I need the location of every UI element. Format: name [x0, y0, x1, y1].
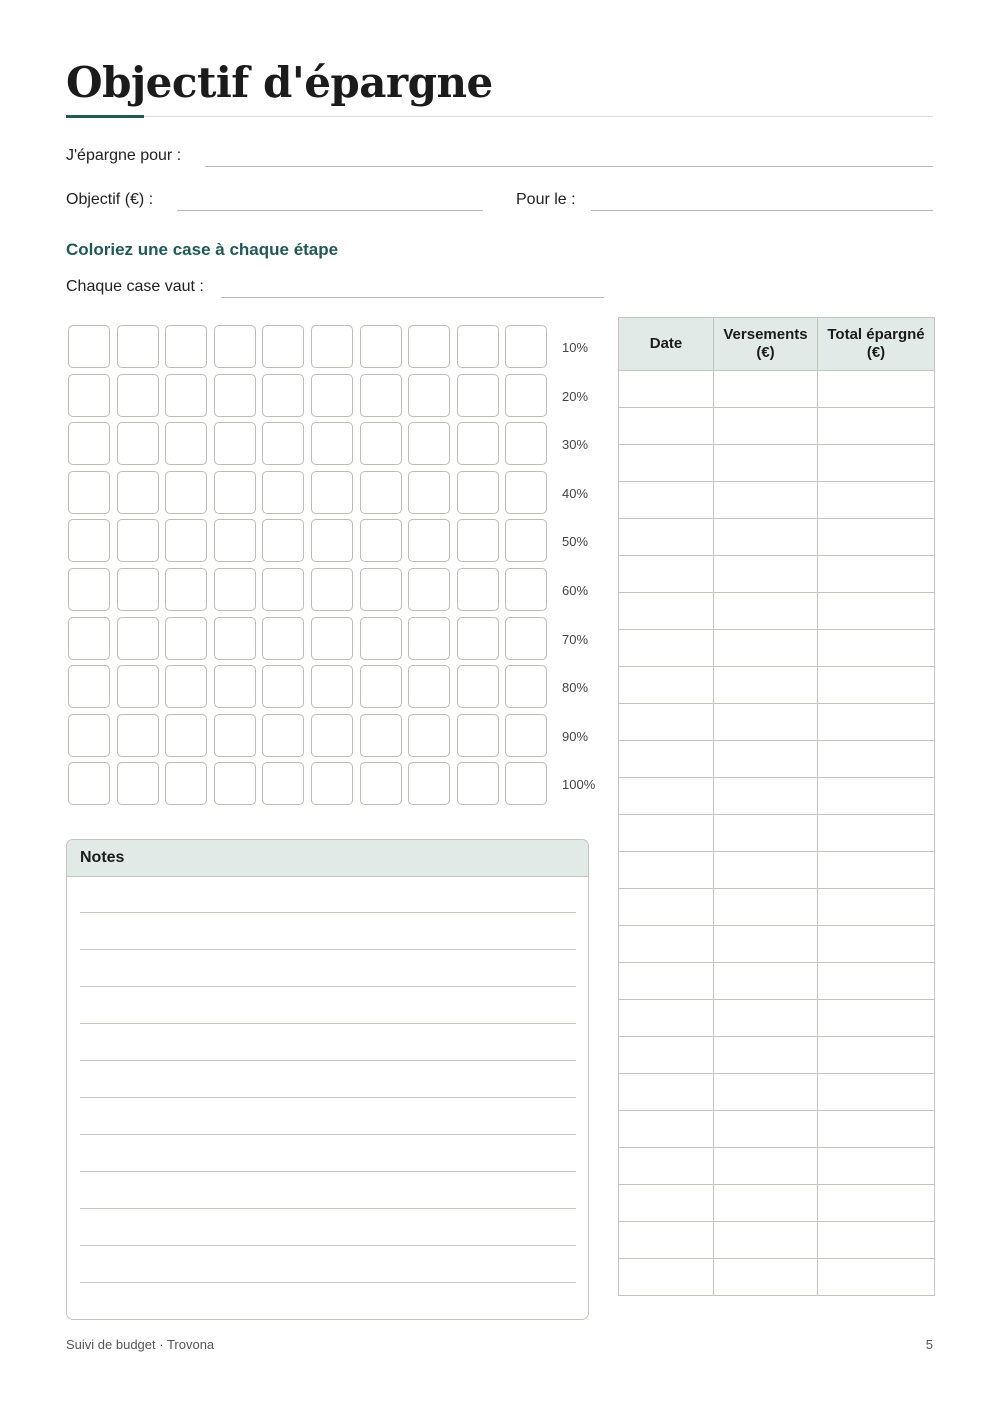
grid-cell[interactable] [505, 325, 547, 368]
date-cell[interactable] [619, 556, 714, 593]
total-saved-cell[interactable] [818, 778, 935, 815]
box-value-field[interactable] [221, 297, 604, 298]
tracker-row [619, 778, 935, 815]
grid-cell[interactable] [117, 762, 159, 805]
deposit-cell[interactable] [714, 630, 818, 667]
grid-cell[interactable] [165, 374, 207, 417]
total-saved-cell[interactable] [818, 1185, 935, 1222]
grid-cell[interactable] [214, 471, 256, 514]
total-saved-cell[interactable] [818, 519, 935, 556]
grid-row-percent-label: 90% [562, 728, 589, 744]
date-cell[interactable] [619, 889, 714, 926]
grid-cell[interactable] [360, 519, 402, 562]
deposit-cell[interactable] [714, 815, 818, 852]
grid-cell[interactable] [360, 568, 402, 611]
grid-cell[interactable] [165, 471, 207, 514]
grid-cell[interactable] [311, 325, 353, 368]
notes-line[interactable] [80, 1060, 576, 1061]
notes-line[interactable] [80, 1245, 576, 1246]
grid-cell[interactable] [311, 374, 353, 417]
total-saved-cell[interactable] [818, 963, 935, 1000]
total-saved-cell[interactable] [818, 1148, 935, 1185]
tracker-row [619, 889, 935, 926]
date-cell[interactable] [619, 1148, 714, 1185]
total-saved-cell[interactable] [818, 1222, 935, 1259]
deposit-cell[interactable] [714, 704, 818, 741]
grid-cell[interactable] [262, 422, 304, 465]
date-cell[interactable] [619, 519, 714, 556]
grid-cell[interactable] [262, 665, 304, 708]
grid-cell[interactable] [457, 325, 499, 368]
date-cell[interactable] [619, 704, 714, 741]
grid-cell[interactable] [311, 519, 353, 562]
date-cell[interactable] [619, 1222, 714, 1259]
total-saved-cell[interactable] [818, 556, 935, 593]
deposit-cell[interactable] [714, 1148, 818, 1185]
grid-cell[interactable] [68, 325, 110, 368]
grid-cell[interactable] [505, 471, 547, 514]
grid-row-percent-label: 100% [562, 777, 596, 793]
grid-cell[interactable] [505, 714, 547, 757]
grid-cell[interactable] [68, 471, 110, 514]
date-cell[interactable] [619, 408, 714, 445]
grid-cell[interactable] [311, 422, 353, 465]
grid-cell[interactable] [311, 714, 353, 757]
deposit-cell[interactable] [714, 593, 818, 630]
deadline-label: Pour le : [516, 191, 576, 208]
page-title: Objectif d'épargne [66, 58, 493, 107]
grid-row-percent-label: 10% [562, 340, 589, 355]
notes-line[interactable] [80, 1208, 576, 1209]
tracker-row [619, 556, 935, 593]
date-cell[interactable] [619, 1259, 714, 1296]
total-saved-cell[interactable] [818, 704, 935, 741]
grid-cell[interactable] [214, 665, 256, 708]
deposit-cell[interactable] [714, 741, 818, 778]
total-saved-cell[interactable] [818, 630, 935, 667]
saving-for-label: J'épargne pour : [66, 147, 182, 164]
grid-cell[interactable] [360, 714, 402, 757]
grid-cell[interactable] [117, 617, 159, 660]
grid-cell[interactable] [311, 762, 353, 805]
tracker-row [619, 630, 935, 667]
tracker-row [619, 852, 935, 889]
box-value-label: Chaque case vaut : [66, 278, 204, 295]
grid-cell[interactable] [117, 665, 159, 708]
date-cell[interactable] [619, 852, 714, 889]
grid-cell[interactable] [311, 568, 353, 611]
grid-cell[interactable] [457, 665, 499, 708]
grid-cell[interactable] [214, 325, 256, 368]
total-saved-cell[interactable] [818, 593, 935, 630]
total-saved-cell[interactable] [818, 371, 935, 408]
deposits-column-header: Versements (€) [714, 318, 818, 371]
tracker-row [619, 1259, 935, 1296]
deposit-cell[interactable] [714, 852, 818, 889]
grid-cell[interactable] [457, 762, 499, 805]
grid-cell[interactable] [505, 665, 547, 708]
grid-cell[interactable] [68, 422, 110, 465]
date-cell[interactable] [619, 778, 714, 815]
total-saved-cell[interactable] [818, 852, 935, 889]
tracker-row [619, 482, 935, 519]
grid-cell[interactable] [262, 762, 304, 805]
grid-cell[interactable] [68, 519, 110, 562]
total-saved-cell[interactable] [818, 445, 935, 482]
total-saved-cell[interactable] [818, 1037, 935, 1074]
date-cell[interactable] [619, 630, 714, 667]
grid-cell[interactable] [117, 714, 159, 757]
grid-cell[interactable] [457, 519, 499, 562]
grid-cell[interactable] [262, 568, 304, 611]
deposit-cell[interactable] [714, 1037, 818, 1074]
grid-cell[interactable] [360, 374, 402, 417]
grid-cell[interactable] [117, 568, 159, 611]
deposit-cell[interactable] [714, 963, 818, 1000]
grid-cell[interactable] [165, 422, 207, 465]
tracker-row [619, 1222, 935, 1259]
grid-cell[interactable] [68, 714, 110, 757]
grid-cell[interactable] [408, 471, 450, 514]
grid-cell[interactable] [165, 762, 207, 805]
grid-cell[interactable] [214, 714, 256, 757]
grid-cell[interactable] [360, 665, 402, 708]
grid-cell[interactable] [408, 762, 450, 805]
date-cell[interactable] [619, 1000, 714, 1037]
deposit-cell[interactable] [714, 926, 818, 963]
grid-cell[interactable] [408, 665, 450, 708]
notes-line[interactable] [80, 912, 576, 913]
title-accent-bar [66, 115, 144, 118]
deposit-cell[interactable] [714, 1259, 818, 1296]
grid-cell[interactable] [68, 568, 110, 611]
grid-cell[interactable] [408, 617, 450, 660]
tracker-row [619, 704, 935, 741]
total-saved-cell[interactable] [818, 1000, 935, 1037]
grid-cell[interactable] [165, 519, 207, 562]
grid-cell[interactable] [311, 665, 353, 708]
grid-cell[interactable] [505, 519, 547, 562]
grid-cell[interactable] [214, 519, 256, 562]
deposit-cell[interactable] [714, 667, 818, 704]
notes-panel [66, 839, 589, 1320]
deposit-cell[interactable] [714, 556, 818, 593]
total-saved-cell[interactable] [818, 741, 935, 778]
tracker-row [619, 667, 935, 704]
grid-cell[interactable] [262, 714, 304, 757]
grid-cell[interactable] [457, 374, 499, 417]
total-saved-cell[interactable] [818, 815, 935, 852]
deposit-cell[interactable] [714, 778, 818, 815]
grid-cell[interactable] [68, 762, 110, 805]
grid-cell[interactable] [262, 325, 304, 368]
tracker-row [619, 371, 935, 408]
grid-cell[interactable] [408, 568, 450, 611]
date-cell[interactable] [619, 1185, 714, 1222]
grid-cell[interactable] [360, 422, 402, 465]
grid-cell[interactable] [117, 471, 159, 514]
tracker-row [619, 445, 935, 482]
page-number: 5 [925, 1337, 933, 1352]
total-saved-cell[interactable] [818, 482, 935, 519]
notes-title: Notes [67, 840, 588, 877]
grid-cell[interactable] [505, 762, 547, 805]
date-cell[interactable] [619, 593, 714, 630]
grid-cell[interactable] [505, 374, 547, 417]
grid-cell[interactable] [408, 374, 450, 417]
grid-cell[interactable] [165, 617, 207, 660]
grid-cell[interactable] [262, 519, 304, 562]
title-divider [66, 116, 933, 117]
tracker-row [619, 815, 935, 852]
grid-row-percent-label: 40% [562, 485, 589, 501]
deadline-field[interactable] [591, 210, 933, 211]
grid-row-percent-label: 80% [562, 680, 589, 696]
grid-cell[interactable] [117, 422, 159, 465]
tracker-row [619, 1074, 935, 1111]
deposit-cell[interactable] [714, 889, 818, 926]
grid-row-percent-label: 20% [562, 388, 589, 404]
deposit-tracker-table [618, 317, 935, 1296]
grid-cell[interactable] [68, 665, 110, 708]
tracker-row [619, 593, 935, 630]
date-column-header: Date [619, 318, 714, 371]
grid-cell[interactable] [262, 374, 304, 417]
tracker-header-row [619, 318, 935, 371]
deposit-cell[interactable] [714, 1185, 818, 1222]
tracker-row [619, 963, 935, 1000]
grid-cell[interactable] [117, 325, 159, 368]
date-cell[interactable] [619, 1111, 714, 1148]
grid-cell[interactable] [214, 568, 256, 611]
notes-line[interactable] [80, 949, 576, 950]
total-saved-column-header: Total épargné (€) [818, 318, 935, 371]
notes-line[interactable] [80, 1282, 576, 1283]
grid-cell[interactable] [408, 519, 450, 562]
date-cell[interactable] [619, 482, 714, 519]
tracker-row [619, 926, 935, 963]
tracker-row [619, 1148, 935, 1185]
notes-line[interactable] [80, 1171, 576, 1172]
deposit-cell[interactable] [714, 445, 818, 482]
notes-line[interactable] [80, 1023, 576, 1024]
deposit-cell[interactable] [714, 1111, 818, 1148]
tracker-row [619, 1000, 935, 1037]
grid-heading: Coloriez une case à chaque étape [66, 240, 339, 259]
grid-cell[interactable] [408, 325, 450, 368]
grid-cell[interactable] [214, 762, 256, 805]
grid-cell[interactable] [360, 617, 402, 660]
grid-cell[interactable] [165, 665, 207, 708]
deposit-cell[interactable] [714, 408, 818, 445]
grid-cell[interactable] [165, 714, 207, 757]
grid-cell[interactable] [408, 422, 450, 465]
grid-cell[interactable] [311, 617, 353, 660]
tracker-row [619, 1037, 935, 1074]
grid-cell[interactable] [117, 519, 159, 562]
date-cell[interactable] [619, 371, 714, 408]
grid-row-percent-label: 60% [562, 583, 589, 598]
tracker-row [619, 519, 935, 556]
saving-for-field[interactable] [205, 166, 933, 167]
tracker-row [619, 1111, 935, 1148]
grid-cell[interactable] [117, 374, 159, 417]
grid-cell[interactable] [457, 617, 499, 660]
grid-cell[interactable] [360, 325, 402, 368]
grid-cell[interactable] [457, 714, 499, 757]
grid-cell[interactable] [262, 617, 304, 660]
date-cell[interactable] [619, 1037, 714, 1074]
grid-cell[interactable] [68, 617, 110, 660]
date-cell[interactable] [619, 926, 714, 963]
date-cell[interactable] [619, 1074, 714, 1111]
grid-cell[interactable] [457, 422, 499, 465]
notes-line[interactable] [80, 1134, 576, 1135]
goal-label: Objectif (€) : [66, 191, 154, 208]
date-cell[interactable] [619, 741, 714, 778]
grid-cell[interactable] [505, 617, 547, 660]
date-cell[interactable] [619, 815, 714, 852]
date-cell[interactable] [619, 445, 714, 482]
grid-row-percent-label: 70% [562, 631, 589, 647]
date-cell[interactable] [619, 963, 714, 1000]
total-saved-cell[interactable] [818, 1259, 935, 1296]
deposit-cell[interactable] [714, 1222, 818, 1259]
notes-line[interactable] [80, 1097, 576, 1098]
total-saved-cell[interactable] [818, 408, 935, 445]
grid-cell[interactable] [262, 471, 304, 514]
grid-row-percent-label: 30% [562, 437, 589, 453]
footer-text: Suivi de budget · Trovona [66, 1337, 215, 1352]
goal-amount-field[interactable] [177, 210, 483, 211]
deposit-cell[interactable] [714, 371, 818, 408]
total-saved-cell[interactable] [818, 667, 935, 704]
grid-cell[interactable] [214, 617, 256, 660]
total-saved-cell[interactable] [818, 1111, 935, 1148]
notes-line[interactable] [80, 986, 576, 987]
total-saved-cell[interactable] [818, 926, 935, 963]
tracker-row [619, 1185, 935, 1222]
tracker-row [619, 741, 935, 778]
tracker-row [619, 408, 935, 445]
grid-cell[interactable] [311, 471, 353, 514]
grid-cell[interactable] [165, 568, 207, 611]
grid-row-percent-label: 50% [562, 534, 589, 550]
deposit-cell[interactable] [714, 1074, 818, 1111]
grid-cell[interactable] [214, 422, 256, 465]
grid-cell[interactable] [360, 471, 402, 514]
grid-cell[interactable] [408, 714, 450, 757]
grid-cell[interactable] [457, 568, 499, 611]
deposit-cell[interactable] [714, 519, 818, 556]
grid-cell[interactable] [505, 568, 547, 611]
grid-cell[interactable] [457, 471, 499, 514]
date-cell[interactable] [619, 667, 714, 704]
grid-cell[interactable] [165, 325, 207, 368]
total-saved-cell[interactable] [818, 889, 935, 926]
deposit-cell[interactable] [714, 482, 818, 519]
total-saved-cell[interactable] [818, 1074, 935, 1111]
grid-cell[interactable] [214, 374, 256, 417]
grid-cell[interactable] [68, 374, 110, 417]
grid-cell[interactable] [505, 422, 547, 465]
deposit-cell[interactable] [714, 1000, 818, 1037]
grid-cell[interactable] [360, 762, 402, 805]
